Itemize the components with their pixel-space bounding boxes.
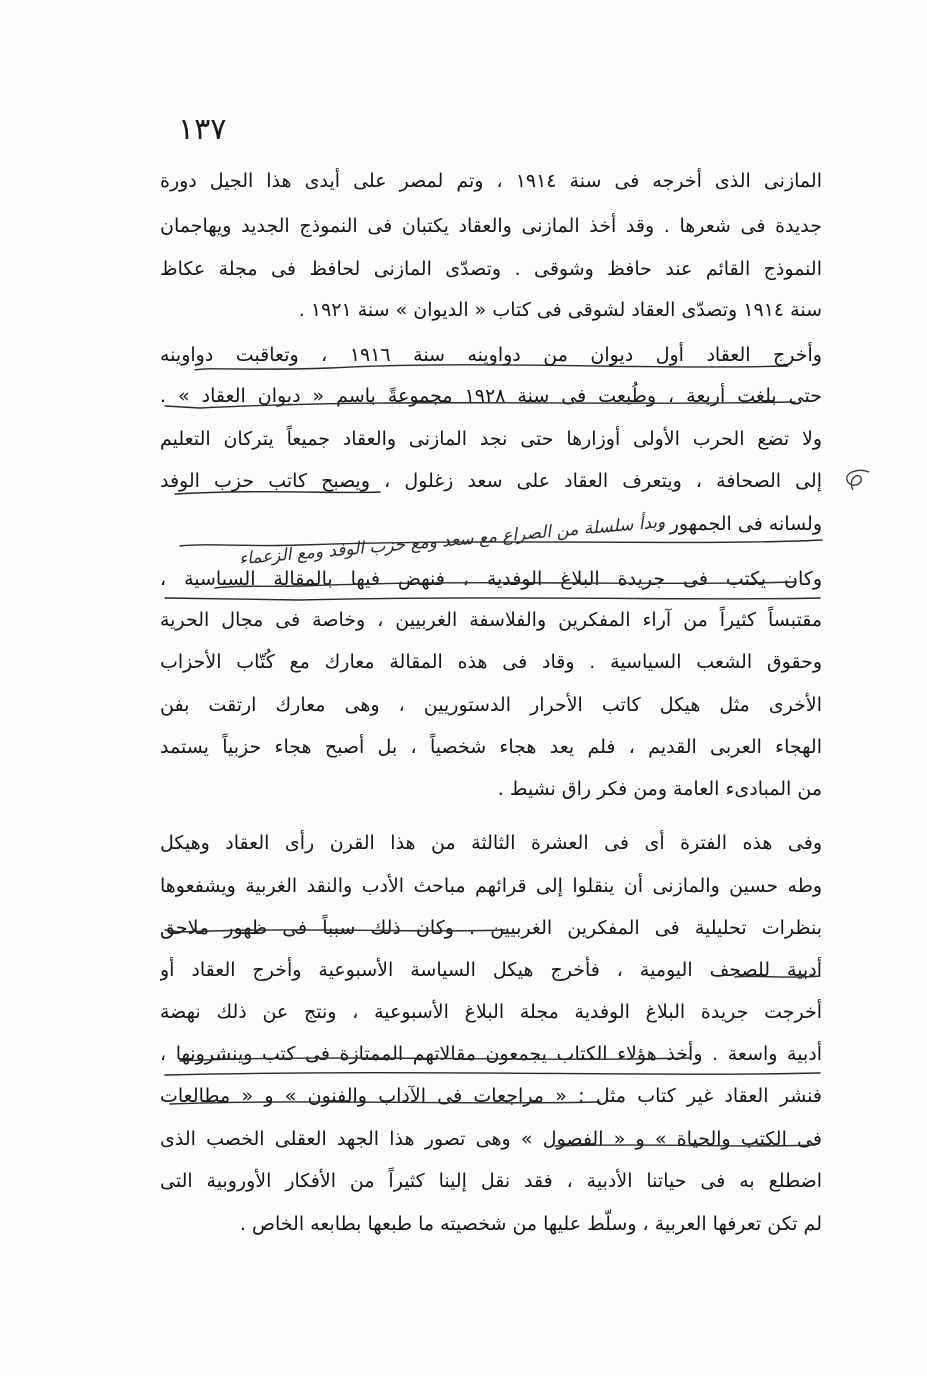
paragraph-line: وأخرج العقاد أول ديوان من دواوينه سنة ١٩١٦ ، وتعاقبت دواوينه <box>160 344 822 366</box>
paragraph-line: ولا تضع الحرب الأولى أوزارها حتى نجد المازنى والعقاد جميعاً يتركان التعليم <box>160 428 822 450</box>
paragraph-line: وفى هذه الفترة أى فى العشرة الثالثة من هذا القرن رأى العقاد وهيكل <box>160 832 822 854</box>
paragraph-line: سنة ١٩١٤ وتصدّى العقاد لشوقى فى كتاب « الديوان » سنة ١٩٢١ . <box>298 299 822 321</box>
pen-scribble-icon <box>835 466 875 496</box>
handwritten-margin-note: وبدأ سلسلة من الصراع مع سعد ومع حزب الوفد ومع الزعماء <box>238 512 666 570</box>
paragraph-line: الأخرى مثل هيكل كاتب الأحرار الدستوريين ، وهى معارك ارتقت بفن <box>160 694 822 716</box>
paragraph-line: لم تكن تعرفها العربية ، وسلّط عليها من شخصيته ما طبعها بطابعه الخاص . <box>239 1213 822 1235</box>
paragraph-line: بنظرات تحليلية فى المفكرين الغربيين . وكان ذلك سبباً فى ظهور ملاحق <box>160 917 822 939</box>
paragraph-line: من المبادىء العامة ومن فكر راق نشيط . <box>497 778 822 800</box>
paragraph-line: المازنى الذى أخرجه فى سنة ١٩١٤ ، وتم لمصر على أيدى هذا الجيل دورة <box>160 170 822 192</box>
paragraph-line: حتى بلغت أربعة ، وطُبعت فى سنة ١٩٢٨ مجموعةً باسم « ديوان العقاد » . <box>160 385 822 407</box>
paragraph-line: مقتبساً كثيراً من آراء المفكرين والفلاسفة الغربيين ، وخاصة فى مجال الحرية <box>160 609 822 631</box>
paragraph-line: فى الكتب والحياة » و « الفصول » وهى تصور هذا الجهد العقلى الخصب الذى <box>160 1128 822 1150</box>
paragraph-line: وكان يكتب فى جريدة البلاغ الوفدية ، فنهض فيها بالمقالة السياسية ، <box>160 568 822 590</box>
underline-mark <box>165 598 820 600</box>
paragraph-line: الهجاء العربى القديم ، فلم يعد هجاء شخصياً ، بل أصبح هجاء حزبياً يستمد <box>160 736 822 758</box>
paragraph-line: اضطلع به فى حياتنا الأدبية ، فقد نقل إلينا كثيراً من الأفكار الأوروبية التى <box>160 1170 822 1192</box>
paragraph-line: أدبية واسعة . وأخذ هؤلاء الكتاب يجمعون مقالاتهم الممتازة فى كتب وينشرونها ، <box>160 1043 822 1065</box>
paragraph-line: جديدة فى شعرها . وقد أخذ المازنى والعقاد يكتبان فى النموذج الجديد ويهاجمان <box>160 215 822 237</box>
paragraph-line: النموذج القائم عند حافظ وشوقى . وتصدّى المازنى لحافظ فى مجلة عكاظ <box>160 258 822 280</box>
paragraph-line: وحقوق الشعب السياسية . وقاد فى هذه المقالة معارك مع كُتّاب الأحزاب <box>160 651 822 673</box>
page-number: ١٣٧ <box>178 112 227 147</box>
paragraph-line: أخرجت جريدة البلاغ الوفدية مجلة البلاغ الأسبوعية ، ونتج عن ذلك نهضة <box>160 1001 822 1023</box>
paragraph-line: أدبية للصحف اليومية ، فأخرج هيكل السياسة الأسبوعية وأخرج العقاد أو <box>160 959 822 981</box>
paragraph-line: وطه حسين والمازنى أن ينقلوا إلى قرائهم مباحث الأدب والنقد الغربية ويشفعوها <box>160 875 822 897</box>
paragraph-line: ولسانه فى الجمهور . <box>657 513 822 535</box>
underline-mark <box>165 1073 820 1075</box>
paragraph-line: إلى الصحافة ، ويتعرف العقاد على سعد زغلول ، ويصبح كاتب حزب الوفد <box>160 470 822 492</box>
paragraph-line: فنشر العقاد غير كتاب مثل : « مراجعات فى الآداب والفنون » و « مطالعات <box>160 1085 822 1107</box>
